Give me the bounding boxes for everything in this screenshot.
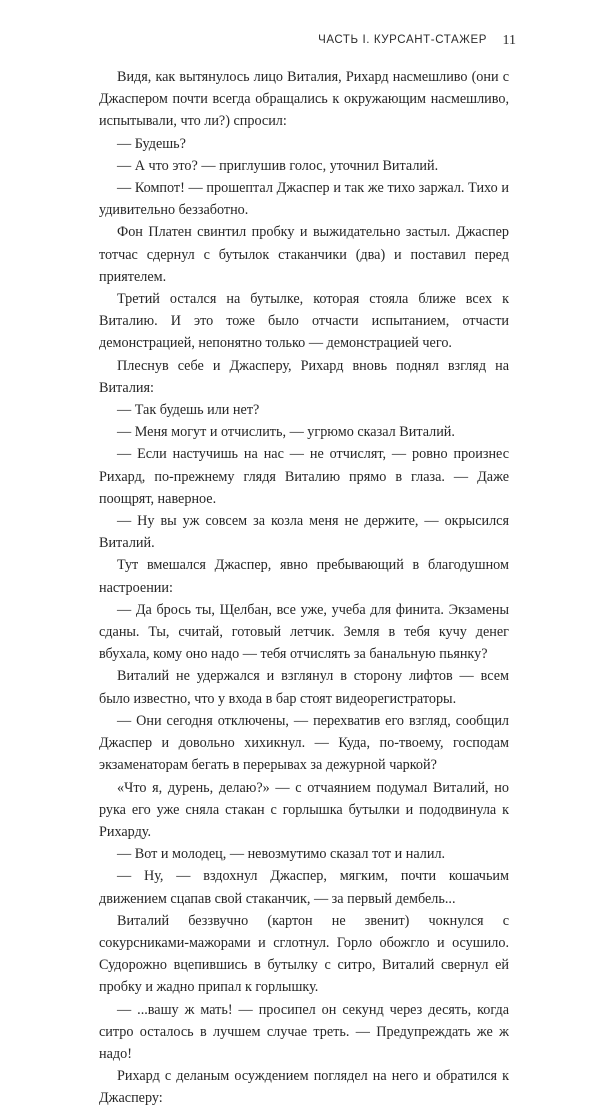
paragraph: Видя, как вытянулось лицо Виталия, Рихард насмешливо (они с Джаспером почти всегда обращались к окружающим насмешливо, испытывали, что ли?) спросил: — [99, 69, 509, 130]
paragraph: — Ну, — вздохнул Джаспер, мягким, почти кошачьим движением сцапав свой стаканчик, — за первый дембель... — [99, 868, 509, 907]
running-head: ЧАСТЬ I. КУРСАНТ-СТАЖЕР — [318, 34, 487, 46]
paragraph: Виталий не удержался и взглянул в сторону лифтов — всем было известно, что у входа в бар стоят видеорегистраторы. — [99, 668, 509, 707]
paragraph: — Меня могут и отчислить, — угрюмо сказал Виталий. — [117, 424, 455, 441]
paragraph: — Будешь? — [117, 135, 186, 152]
paragraph: — Ну вы уж совсем за козла меня не держите, — окрысился Виталий. — [99, 513, 509, 552]
paragraph: — А что это? — приглушив голос, уточнил Виталий. — [117, 157, 439, 174]
paragraph: — Так будешь или нет? — [117, 402, 260, 419]
paragraph: Рихард с деланым осуждением поглядел на него и обратился к Джасперу: — [99, 1068, 509, 1107]
paragraph: Плеснув себе и Джасперу, Рихард вновь поднял взгляд на Виталия: — [99, 357, 509, 396]
paragraph: — Если настучишь на нас — не отчислят, — ровно произнес Рихард, по-прежнему глядя Виталию прямо в глаза. — Даже поощрят, наверное. — [99, 446, 509, 507]
paragraph: Виталий беззвучно (картон не звенит) чокнулся с сокурсниками-мажорами и сглотнул. Горло обожгло и осушило. Судорожно вцепившись в бутылку с ситро, Виталий свернул ей пробку и жадно припал к горлышку. — [99, 912, 509, 996]
paragraph: — Они сегодня отключены, — перехватив его взгляд, сообщил Джаспер и довольно хихикнул. — Куда, по-твоему, господам экзаменаторам бегать в перерывах за дежурной чаркой? — [99, 712, 509, 774]
paragraph: — Да брось ты, Щелбан, все уже, учеба для финита. Экзамены сданы. Ты, считай, готовый летчик. Земля в тебя кучу денег вбухала, кому оно надо — тебя отчислять за банальную пьянку? — [99, 601, 509, 663]
body-text — [99, 66, 509, 1110]
paragraph: Тут вмешался Джаспер, явно пребывающий в благодушном настроении: — [99, 557, 509, 596]
paragraph: — Вот и молодец, — невозмутимо сказал тот и налил. — [117, 846, 446, 863]
paragraph: — Компот! — прошептал Джаспер и так же тихо заржал. Тихо и удивительно беззаботно. — [99, 180, 509, 219]
page-header — [0, 34, 600, 54]
paragraph: — ...вашу ж мать! — просипел он секунд через десять, когда ситро осталось в лучшем случае треть. — Предупреждать же ж надо! — [99, 1001, 509, 1062]
page-number: 11 — [502, 33, 516, 48]
paragraph: Третий остался на бутылке, которая стояла ближе всех к Виталию. И это тоже было отчасти испытанием, отчасти демонстрацией, непонятно только — демонстрацией чего. — [99, 291, 509, 352]
paragraph: «Что я, дурень, делаю?» — с отчаянием подумал Виталий, но рука его уже сняла стакан с горлышка бутылки и пододвинула к Рихарду. — [99, 779, 509, 840]
paragraph: Фон Платен свинтил пробку и выжидательно застыл. Джаспер тотчас сдернул с бутылок стаканчики (два) и поставил перед приятелем. — [99, 224, 509, 285]
